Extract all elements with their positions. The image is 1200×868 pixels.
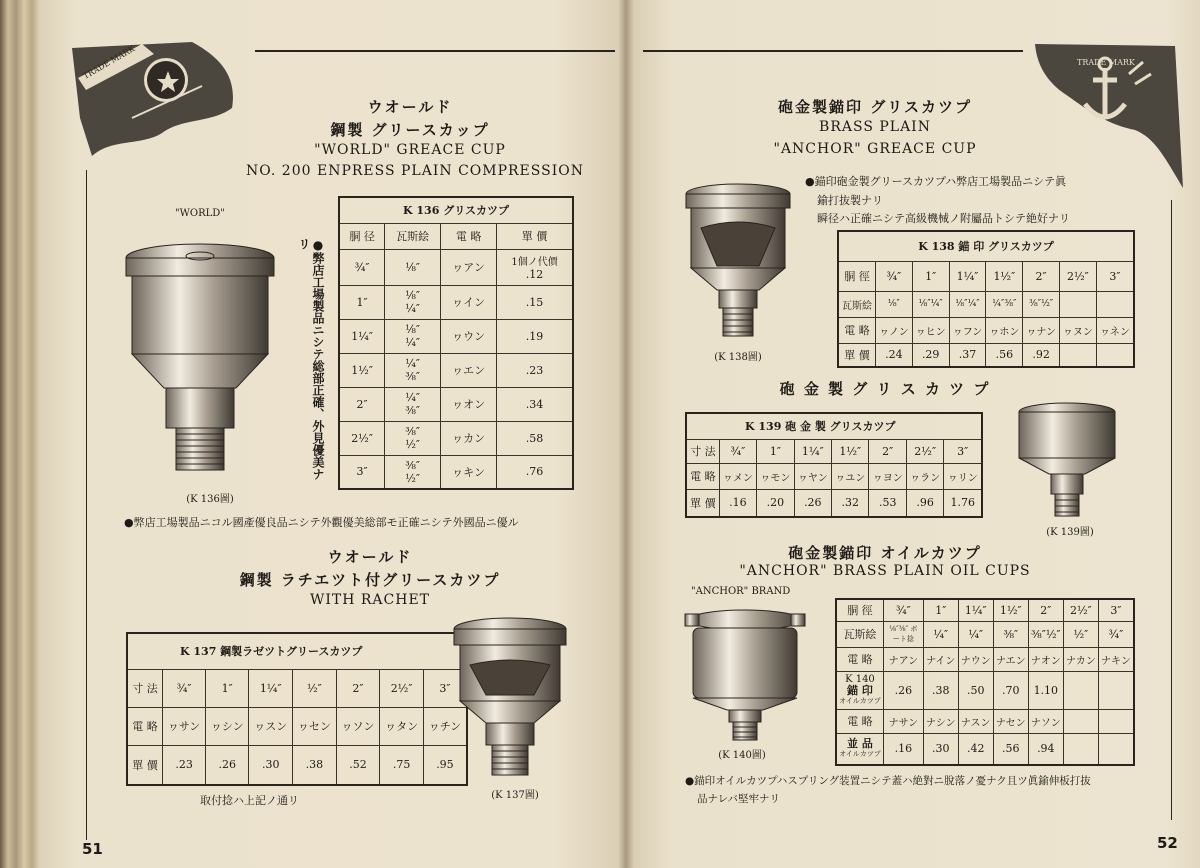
- k136-cell: ヮカン: [441, 421, 497, 455]
- k137-cell: .75: [380, 745, 424, 785]
- k138-cell: [1096, 343, 1134, 367]
- k137-cell: .23: [163, 745, 206, 785]
- k138-cell: .56: [986, 343, 1023, 367]
- book-gutter: [618, 0, 634, 868]
- k136-cell: [385, 455, 441, 489]
- k138-cell: ヮノン: [876, 317, 913, 343]
- k136-cell: 1¼″: [339, 319, 385, 353]
- k139-cell: ヮヨン: [869, 463, 906, 489]
- table-row: [836, 733, 1134, 765]
- k136-cell: [385, 285, 441, 319]
- k136-price: .12: [525, 268, 544, 281]
- k136-table: [338, 196, 574, 490]
- fig140-caption: (K 140圖): [718, 750, 766, 761]
- k136-cell: [385, 353, 441, 387]
- k137-label: 單 價: [127, 745, 163, 785]
- k139-label: 單 價: [686, 489, 719, 517]
- k140-oil-label: オイルカツプ: [839, 696, 881, 705]
- k139-cell: .32: [832, 489, 869, 517]
- desc-138-line1: ●錨印砲金製グリースカツプハ弊店工場製品ニシテ眞: [805, 175, 1067, 188]
- k139-cell: .16: [719, 489, 756, 517]
- k139-cell: 1″: [757, 439, 794, 463]
- vertical-note-136: ●弊店工場製品ニシテ総部正確、外見優美ナリ: [297, 238, 325, 480]
- k139-cell: 1½″: [832, 439, 869, 463]
- k136-gas: ⅜″: [405, 370, 421, 383]
- subtitle2-en: WITH RACHET: [309, 592, 431, 608]
- k138-cell: ヮナン: [1023, 317, 1060, 343]
- k140-cell: ナオン: [1028, 647, 1063, 671]
- k136-cell: .76: [497, 455, 573, 489]
- k138-cell: [1059, 343, 1096, 367]
- k136-cell: .23: [497, 353, 573, 387]
- k138-cell: [1059, 291, 1096, 317]
- k138-cell: ヮホン: [986, 317, 1023, 343]
- subtitle-jp: 鋼製 グリースカップ: [330, 121, 490, 139]
- k140-row-label: [836, 671, 883, 709]
- k140-cell: ナサン: [883, 709, 923, 733]
- k140-label: 胴 徑: [836, 599, 883, 621]
- k138-cell: .92: [1023, 343, 1060, 367]
- side-rule-right: [1171, 200, 1172, 820]
- k137-cell: ヮソン: [336, 707, 380, 745]
- table-row: [339, 421, 573, 455]
- table-row: [838, 343, 1134, 367]
- k136-cell: 2″: [339, 387, 385, 421]
- k139-cell: ヮユン: [832, 463, 869, 489]
- k136-gas: ½″: [405, 438, 421, 451]
- k140-table: [835, 598, 1135, 766]
- k138-label: 單 價: [838, 343, 876, 367]
- right-title-en2: "ANCHOR" GREACE CUP: [773, 141, 977, 157]
- k139-cell: .26: [794, 489, 831, 517]
- k137-title: K 137 鋼製ラゼツトグリースカツプ: [127, 633, 467, 669]
- trademark-badge-left: [72, 38, 242, 158]
- k137-cell: .38: [293, 745, 337, 785]
- k138-cell: 1¼″: [949, 261, 986, 291]
- k137-cell: ヮシン: [206, 707, 249, 745]
- k138-cell: .29: [912, 343, 949, 367]
- k139-cell: .96: [906, 489, 943, 517]
- k140-cell: ナシン: [923, 709, 958, 733]
- k140-cell: ナイン: [923, 647, 958, 671]
- k136-header: 電 略: [441, 223, 497, 249]
- k139-label: 電 略: [686, 463, 719, 489]
- k137-table: [126, 632, 468, 786]
- k137-cell: 1″: [206, 669, 249, 707]
- k138-cell: 1½″: [986, 261, 1023, 291]
- k140-cell: .56: [993, 733, 1028, 765]
- k140-cell: .42: [958, 733, 993, 765]
- right-title2-jp: 砲 金 製 グ リ ス カ ツ プ: [779, 380, 991, 398]
- k140-cell: ¼″: [958, 621, 993, 647]
- k138-cell: ⅜″½″: [1023, 291, 1060, 317]
- table-row: [339, 319, 573, 353]
- k140-cell: ナエン: [993, 647, 1028, 671]
- k138-cell: 1″: [912, 261, 949, 291]
- k136-cell: 1½″: [339, 353, 385, 387]
- k138-label: 電 略: [838, 317, 876, 343]
- k140-cell: .30: [923, 733, 958, 765]
- k136-cell: .58: [497, 421, 573, 455]
- table-row: [127, 669, 467, 707]
- k140-cell: .50: [958, 671, 993, 709]
- note-140-line1: ●錨印オイルカツプハスプリング装置ニシテ蓋ハ絶對ニ脫落ノ憂ナク且ツ眞鍮伸板打抜: [685, 775, 1091, 787]
- right-title3-en: "ANCHOR" BRASS PLAIN OIL CUPS: [739, 563, 1031, 579]
- k138-cell: ヮヌン: [1059, 317, 1096, 343]
- k137-cell: 2½″: [380, 669, 424, 707]
- k138-title: K 138 錨 印 グリスカツプ: [838, 231, 1134, 261]
- k138-table: [837, 230, 1135, 368]
- k139-label: 寸 法: [686, 439, 719, 463]
- side-rule-left: [86, 170, 87, 840]
- k137-cell: ヮタン: [380, 707, 424, 745]
- table-row: [686, 439, 982, 463]
- k137-cell: .95: [423, 745, 467, 785]
- k139-cell: 1.76: [944, 489, 982, 517]
- k136-cell: ヮキン: [441, 455, 497, 489]
- k138-cell: ¾″: [876, 261, 913, 291]
- k140-cell: .94: [1028, 733, 1063, 765]
- k137-label: 電 略: [127, 707, 163, 745]
- k140-cell: [1098, 709, 1134, 733]
- k139-cell: ¾″: [719, 439, 756, 463]
- k140-cell: ナスン: [958, 709, 993, 733]
- subtitle-en: "WORLD" GREACE CUP: [314, 142, 506, 158]
- k140-cell: [1063, 671, 1098, 709]
- k138-cell: 2″: [1023, 261, 1060, 291]
- k140-label: 電 略: [836, 647, 883, 671]
- k139-cell: ヮメン: [719, 463, 756, 489]
- subtitle2-jp: 鋼製 ラチエツト付グリースカツプ: [239, 571, 501, 589]
- note-140-line2: 品ナレバ堅牢ナリ: [697, 793, 781, 805]
- k138-illustration: [683, 180, 793, 340]
- k140-cell: 1½″: [993, 599, 1028, 621]
- k137-cell: 1¼″: [249, 669, 293, 707]
- k140-cell: 1″: [923, 599, 958, 621]
- k138-label: 瓦斯絵: [838, 291, 876, 317]
- k137-cell: ヮサン: [163, 707, 206, 745]
- table-row: [836, 647, 1134, 671]
- k136-gas: ⅛″: [405, 323, 421, 336]
- k136-cell: [385, 421, 441, 455]
- k140-cell: .26: [883, 671, 923, 709]
- k138-label: 胴 徑: [838, 261, 876, 291]
- k137-cell: ヮチン: [423, 707, 467, 745]
- k138-cell: 2½″: [1059, 261, 1096, 291]
- k139-cell: ヮリン: [944, 463, 982, 489]
- k137-cell: .26: [206, 745, 249, 785]
- k140-cell: ナアン: [883, 647, 923, 671]
- k140-anchor-label: 錨 印: [847, 683, 873, 697]
- k138-cell: .37: [949, 343, 986, 367]
- model-en: NO. 200 ENPRESS PLAIN COMPRESSION: [246, 163, 584, 179]
- title2-jp: ウオールド: [327, 548, 413, 566]
- k140-cell: ¼″: [923, 621, 958, 647]
- k139-cell: .20: [757, 489, 794, 517]
- k136-cell: ⅛″: [385, 249, 441, 285]
- k140-cell: 1.10: [1028, 671, 1063, 709]
- k139-cell: 2½″: [906, 439, 943, 463]
- k136-gas: ⅛″: [405, 289, 421, 302]
- k140-sub-label2: オイルカツプ: [839, 749, 881, 758]
- k136-gas: ⅜″: [405, 425, 421, 438]
- k136-cell: [385, 319, 441, 353]
- k137-cell: .30: [249, 745, 293, 785]
- page-number-52: 52: [1157, 834, 1178, 852]
- table-row: [127, 707, 467, 745]
- header-rule-right: [643, 50, 1023, 52]
- k140-cell: ½″: [1063, 621, 1098, 647]
- k137-cell: 2″: [336, 669, 380, 707]
- k140-cell: .70: [993, 671, 1028, 709]
- k140-cell: ナキン: [1098, 647, 1134, 671]
- k136-gas: ⅜″: [405, 458, 421, 472]
- table-row: [127, 745, 467, 785]
- k140-label: 電 略: [836, 709, 883, 733]
- k138-cell: [1096, 291, 1134, 317]
- k136-header: 胴 径: [339, 223, 385, 249]
- k139-cell: 2″: [869, 439, 906, 463]
- k138-cell: .24: [876, 343, 913, 367]
- k140-cell: ナセン: [993, 709, 1028, 733]
- k136-cell: .15: [497, 285, 573, 319]
- k140-cell: 3″: [1098, 599, 1134, 621]
- k140-cell: ナカン: [1063, 647, 1098, 671]
- k139-cell: .53: [869, 489, 906, 517]
- trademark-text-left: TRADE MARK: [81, 44, 137, 81]
- table-row: [836, 671, 1134, 709]
- k139-table: [685, 412, 983, 518]
- k136-gas: ¼″: [405, 336, 421, 349]
- note-137: 取付捻ハ上記ノ通リ: [200, 794, 299, 807]
- k140-cell: ⅜″½″: [1028, 621, 1063, 647]
- k137-cell: 3″: [423, 669, 467, 707]
- fig138-caption: (K 138圖): [714, 352, 762, 363]
- k136-gas: ¼″: [405, 391, 421, 404]
- title-jp: ウオールド: [367, 98, 453, 116]
- table-row: [836, 621, 1134, 647]
- k136-title: K 136 グリスカツプ: [339, 197, 573, 223]
- brand-label: "ANCHOR" BRAND: [691, 586, 791, 597]
- fig139-caption: (K 139圖): [1046, 527, 1094, 538]
- k139-illustration: [1015, 400, 1119, 518]
- table-row: [838, 317, 1134, 343]
- k138-cell: 3″: [1096, 261, 1134, 291]
- table-row: [339, 353, 573, 387]
- k139-cell: ヮヤン: [794, 463, 831, 489]
- k137-cell: .52: [336, 745, 380, 785]
- k140-cell: .38: [923, 671, 958, 709]
- k140-model-label: K 140: [845, 673, 875, 685]
- table-row: [339, 285, 573, 319]
- k139-title: K 139 砲 金 製 グリスカツプ: [686, 413, 982, 439]
- k137-cell: ¾″: [163, 669, 206, 707]
- right-title-jp: 砲金製錨印 グリスカツプ: [778, 98, 972, 116]
- k138-cell: ⅛″¼″: [949, 291, 986, 317]
- right-title3-jp: 砲金製錨印 オイルカツプ: [788, 544, 982, 562]
- table-row: [339, 455, 573, 489]
- k137-cell: ヮセン: [293, 707, 337, 745]
- k136-price-note: 1個ノ代價: [511, 257, 558, 268]
- k136-header: 單 價: [497, 223, 573, 249]
- fig136-caption: (K 136圖): [186, 494, 234, 505]
- k137-illustration: [450, 615, 570, 780]
- table-row: [836, 599, 1134, 621]
- k138-cell: ヮネン: [1096, 317, 1134, 343]
- fig137-caption: (K 137圖): [491, 790, 539, 801]
- header-rule-left: [255, 50, 615, 52]
- right-title-en1: BRASS PLAIN: [819, 119, 931, 135]
- k136-gas: ½″: [405, 471, 421, 485]
- k140-cell: .16: [883, 733, 923, 765]
- k136-cell: [497, 249, 573, 285]
- k136-gas: ⅜″: [405, 404, 421, 417]
- k139-cell: ヮラン: [906, 463, 943, 489]
- k136-illustration: [120, 238, 280, 478]
- k140-sub-label: 並 品: [847, 736, 873, 750]
- table-row: [838, 291, 1134, 317]
- k137-cell: ヮスン: [249, 707, 293, 745]
- k140-cell: ¾″: [883, 599, 923, 621]
- right-page: [625, 0, 1200, 868]
- table-row: [686, 463, 982, 489]
- k137-cell: ½″: [293, 669, 337, 707]
- k140-row-label: [836, 733, 883, 765]
- k140-label: 瓦斯絵: [836, 621, 883, 647]
- k138-cell: ヮヒン: [912, 317, 949, 343]
- k140-cell: ナソン: [1028, 709, 1063, 733]
- k140-cell: ¾″: [1098, 621, 1134, 647]
- k138-cell: ⅛″¼″: [912, 291, 949, 317]
- k136-cell: .19: [497, 319, 573, 353]
- k138-cell: ヮフン: [949, 317, 986, 343]
- k140-cell: 2″: [1028, 599, 1063, 621]
- k136-cell: 2½″: [339, 421, 385, 455]
- k136-cell: ヮアン: [441, 249, 497, 285]
- k140-cell: [1098, 733, 1134, 765]
- desc-138-line2: 鍮打抜製ナリ: [817, 194, 883, 207]
- k136-cell: ヮエン: [441, 353, 497, 387]
- k136-cell: 1″: [339, 285, 385, 319]
- k136-gas: ¼″: [405, 302, 421, 315]
- table-row: [836, 709, 1134, 733]
- k138-cell: ⅛″: [876, 291, 913, 317]
- k136-header: 瓦斯絵: [385, 223, 441, 249]
- k136-cell: .34: [497, 387, 573, 421]
- k136-cell: ヮオン: [441, 387, 497, 421]
- table-row: [686, 489, 982, 517]
- page-number-51: 51: [82, 840, 103, 858]
- k136-cell: [385, 387, 441, 421]
- k140-cell: ⅜″: [993, 621, 1028, 647]
- table-row: [339, 249, 573, 285]
- book-edge: [0, 0, 40, 868]
- k136-cell: ¾″: [339, 249, 385, 285]
- k140-cell: 2½″: [1063, 599, 1098, 621]
- k140-cell: ナウン: [958, 647, 993, 671]
- k140-cell: [1063, 733, 1098, 765]
- k136-cell: ヮイン: [441, 285, 497, 319]
- k140-cell: [1098, 671, 1134, 709]
- figure-label-world: "WORLD": [175, 208, 225, 219]
- desc-138-line3: 瞬径ハ正確ニシテ高級機械ノ附屬品トシテ絶好ナリ: [817, 212, 1070, 225]
- left-page: [40, 0, 625, 868]
- k139-cell: 1¼″: [794, 439, 831, 463]
- table-row: [339, 387, 573, 421]
- k137-label: 寸 法: [127, 669, 163, 707]
- k136-cell: ヮウン: [441, 319, 497, 353]
- k138-cell: ¼″⅜″: [986, 291, 1023, 317]
- k139-cell: 3″: [944, 439, 982, 463]
- k140-cell: 1¼″: [958, 599, 993, 621]
- k139-cell: ヮモン: [757, 463, 794, 489]
- note-136: ●弊店工場製品ニコル國產優良品ニシテ外觀優美総部モ正確ニシテ外國品ニ優ル: [124, 516, 519, 529]
- k136-cell: 3″: [339, 455, 385, 489]
- table-row: [838, 261, 1134, 291]
- k140-illustration: [683, 606, 807, 742]
- k140-cell: ⅛″⅜″ ボート捻: [883, 621, 923, 647]
- trademark-text-right: TRADE MARK: [1077, 58, 1135, 67]
- k136-gas: ¼″: [405, 357, 421, 370]
- k140-cell: [1063, 709, 1098, 733]
